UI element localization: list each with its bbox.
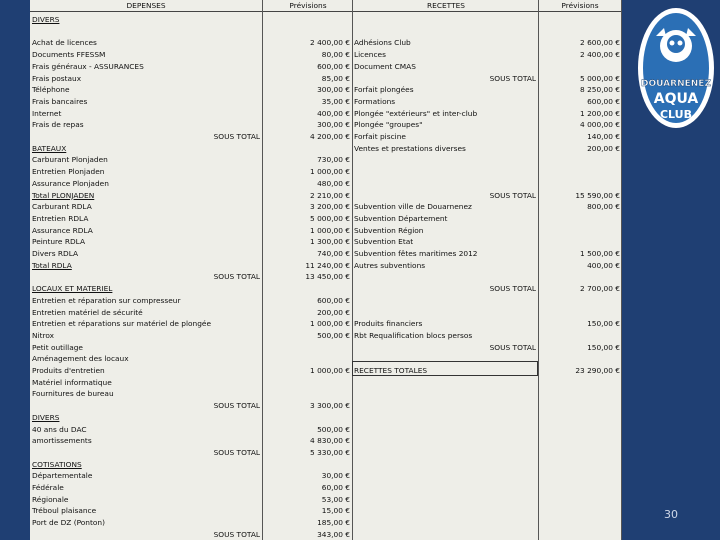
depenses-label: Documents FFESSM [32,50,106,60]
depenses-label: 40 ans du DAC [32,424,87,434]
depenses-label: Produits d'entretien [32,366,105,375]
recettes-label: SOUS TOTAL [489,342,536,352]
depenses-amount: 85,00 € [321,73,350,83]
recettes-amount: 8 250,00 € [580,85,620,95]
depenses-label: DIVERS [32,412,60,422]
depenses-label: COTISATIONS [32,459,82,469]
depenses-label: SOUS TOTAL [213,447,260,457]
depenses-amount: 600,00 € [317,295,350,305]
depenses-amount: 4 200,00 € [310,132,350,141]
depenses-amount: 80,00 € [321,50,350,60]
recettes-label: Subvention Département [354,213,448,223]
recettes-label: Formations [354,96,396,106]
header-previsions-right: Prévisions [561,1,599,10]
depenses-amount: 500,00 € [317,330,350,340]
depenses-label: Petit outillage [32,342,83,352]
aqua-club-logo [636,6,716,130]
recettes-label: Produits financiers [354,319,423,329]
recettes-label: Autres subventions [354,260,426,270]
depenses-label: Total PLONJADEN [32,190,95,200]
depenses-amount: 11 240,00 € [305,260,350,270]
recettes-label: Adhésions Club [354,38,411,48]
depenses-label: Départementale [32,471,93,481]
recettes-amount: 400,00 € [587,260,620,270]
depenses-label: SOUS TOTAL [213,529,260,539]
recettes-label: Subvention Etat [354,237,414,247]
depenses-label: Achat de licences [32,38,97,48]
recettes-label: Document CMAS [354,61,416,71]
depenses-label: SOUS TOTAL [213,132,260,141]
depenses-label: Fournitures de bureau [32,389,114,399]
depenses-amount: 30,00 € [321,471,350,481]
depenses-label: SOUS TOTAL [213,272,260,282]
recettes-amount: 5 000,00 € [580,73,620,83]
recettes-amount: 2 600,00 € [580,38,620,48]
recettes-amount: 2 400,00 € [580,50,620,60]
depenses-label: Aménagement des locaux [32,354,129,364]
depenses-label: Entretien RDLA [32,213,89,223]
logo-text-line1: DOUARNENEZ [641,79,711,89]
recettes-amount: 15 590,00 € [575,190,620,200]
depenses-label: Internet [32,108,62,118]
depenses-amount: 740,00 € [317,249,350,258]
depenses-label: Nitrox [32,330,55,340]
recettes-amount: 600,00 € [587,96,620,106]
recettes-amount: 800,00 € [587,202,620,212]
depenses-amount: 2 210,00 € [310,190,350,200]
recettes-label: Plongée "extérieurs" et inter-club [354,108,478,118]
recettes-label: Licences [354,50,386,60]
depenses-label: Entretien Plonjaden [32,167,105,177]
page-number: 30 [664,508,678,521]
depenses-amount: 53,00 € [321,494,350,504]
depenses-label: Entretien et réparations sur matériel de plongée [32,319,212,329]
recettes-amount: 1 200,00 € [580,108,620,118]
depenses-label: Matériel informatique [32,377,112,387]
column-separator [621,0,622,540]
depenses-label: Total RDLA [32,260,72,270]
depenses-label: Entretien matériel de sécurité [32,307,143,317]
recettes-amount: 150,00 € [587,342,620,352]
depenses-label: Téléphone [32,85,70,95]
depenses-label: Carburant RDLA [32,202,92,212]
depenses-amount: 500,00 € [317,424,350,434]
column-separator [262,0,263,540]
depenses-label: Fédérale [32,483,64,492]
logo-text-line3: CLUB [659,108,693,121]
depenses-amount: 1 000,00 € [310,366,350,375]
depenses-label: Régionale [32,494,69,504]
depenses-amount: 1 000,00 € [310,167,350,177]
budget-sheet [30,0,622,540]
column-separator [538,0,539,540]
depenses-label: amortissements [32,436,92,446]
depenses-amount: 5 330,00 € [310,447,350,457]
recettes-label: Subvention fêtes maritimes 2012 [354,249,478,258]
header-depenses: DEPENSES [126,1,166,10]
depenses-amount: 600,00 € [317,61,350,71]
depenses-amount: 13 450,00 € [305,272,350,282]
column-separator [352,0,353,540]
depenses-label: Frais généraux - ASSURANCES [32,61,144,71]
depenses-label: Frais bancaires [32,96,88,106]
depenses-label: BATEAUX [32,143,67,153]
depenses-amount: 1 000,00 € [310,225,350,235]
depenses-label: Peinture RDLA [32,237,86,247]
recettes-amount: 4 000,00 € [580,120,620,130]
depenses-amount: 185,00 € [317,518,350,528]
header-previsions-left: Prévisions [289,1,327,10]
depenses-label: Tréboul plaisance [32,506,97,516]
depenses-label: Carburant Plonjaden [32,155,108,165]
depenses-label: Assurance Plonjaden [32,178,109,188]
depenses-amount: 300,00 € [317,85,350,95]
recettes-label: SOUS TOTAL [489,190,536,200]
depenses-label: Divers RDLA [32,249,79,258]
depenses-amount: 343,00 € [317,529,350,539]
recettes-amount: 150,00 € [587,319,620,329]
depenses-amount: 35,00 € [321,96,350,106]
depenses-amount: 730,00 € [317,155,350,165]
depenses-label: DIVERS [32,15,60,24]
recettes-amount: 23 290,00 € [575,366,620,375]
depenses-label: Assurance RDLA [32,225,93,235]
recettes-label: RECETTES TOTALES [354,366,428,375]
depenses-amount: 15,00 € [321,506,350,516]
depenses-amount: 3 200,00 € [310,202,350,212]
header-divider [30,11,622,12]
depenses-label: LOCAUX ET MATERIEL [32,284,113,294]
depenses-label: Port de DZ (Ponton) [32,518,105,528]
recettes-label: Forfait piscine [354,132,406,141]
depenses-amount: 400,00 € [317,108,350,118]
depenses-amount: 1 300,00 € [310,237,350,247]
depenses-amount: 300,00 € [317,120,350,130]
recettes-label: Subvention Région [354,225,424,235]
header-recettes: RECETTES [427,1,465,10]
recettes-amount: 2 700,00 € [580,284,620,294]
recettes-label: Ventes et prestations diverses [354,143,466,153]
recettes-label: Forfait plongées [354,85,414,95]
recettes-label: SOUS TOTAL [489,73,536,83]
recettes-label: Rbt Requalification blocs persos [354,330,473,340]
depenses-amount: 4 830,00 € [310,436,350,446]
depenses-amount: 5 000,00 € [310,213,350,223]
recettes-label: Plongée "groupes" [354,120,423,130]
depenses-amount: 480,00 € [317,178,350,188]
depenses-amount: 200,00 € [317,307,350,317]
recettes-label: Subvention ville de Douarnenez [354,202,472,212]
recettes-amount: 1 500,00 € [580,249,620,258]
recettes-label: SOUS TOTAL [489,284,536,294]
depenses-label: Entretien et réparation sur compresseur [32,295,181,305]
recettes-amount: 200,00 € [587,143,620,153]
depenses-amount: 60,00 € [321,483,350,492]
depenses-label: SOUS TOTAL [213,401,260,411]
depenses-label: Frais de repas [32,120,84,130]
depenses-amount: 2 400,00 € [310,38,350,48]
depenses-label: Frais postaux [32,73,82,83]
recettes-amount: 140,00 € [587,132,620,141]
logo-text-line2: AQUA [653,91,699,107]
depenses-amount: 1 000,00 € [310,319,350,329]
depenses-amount: 3 300,00 € [310,401,350,411]
